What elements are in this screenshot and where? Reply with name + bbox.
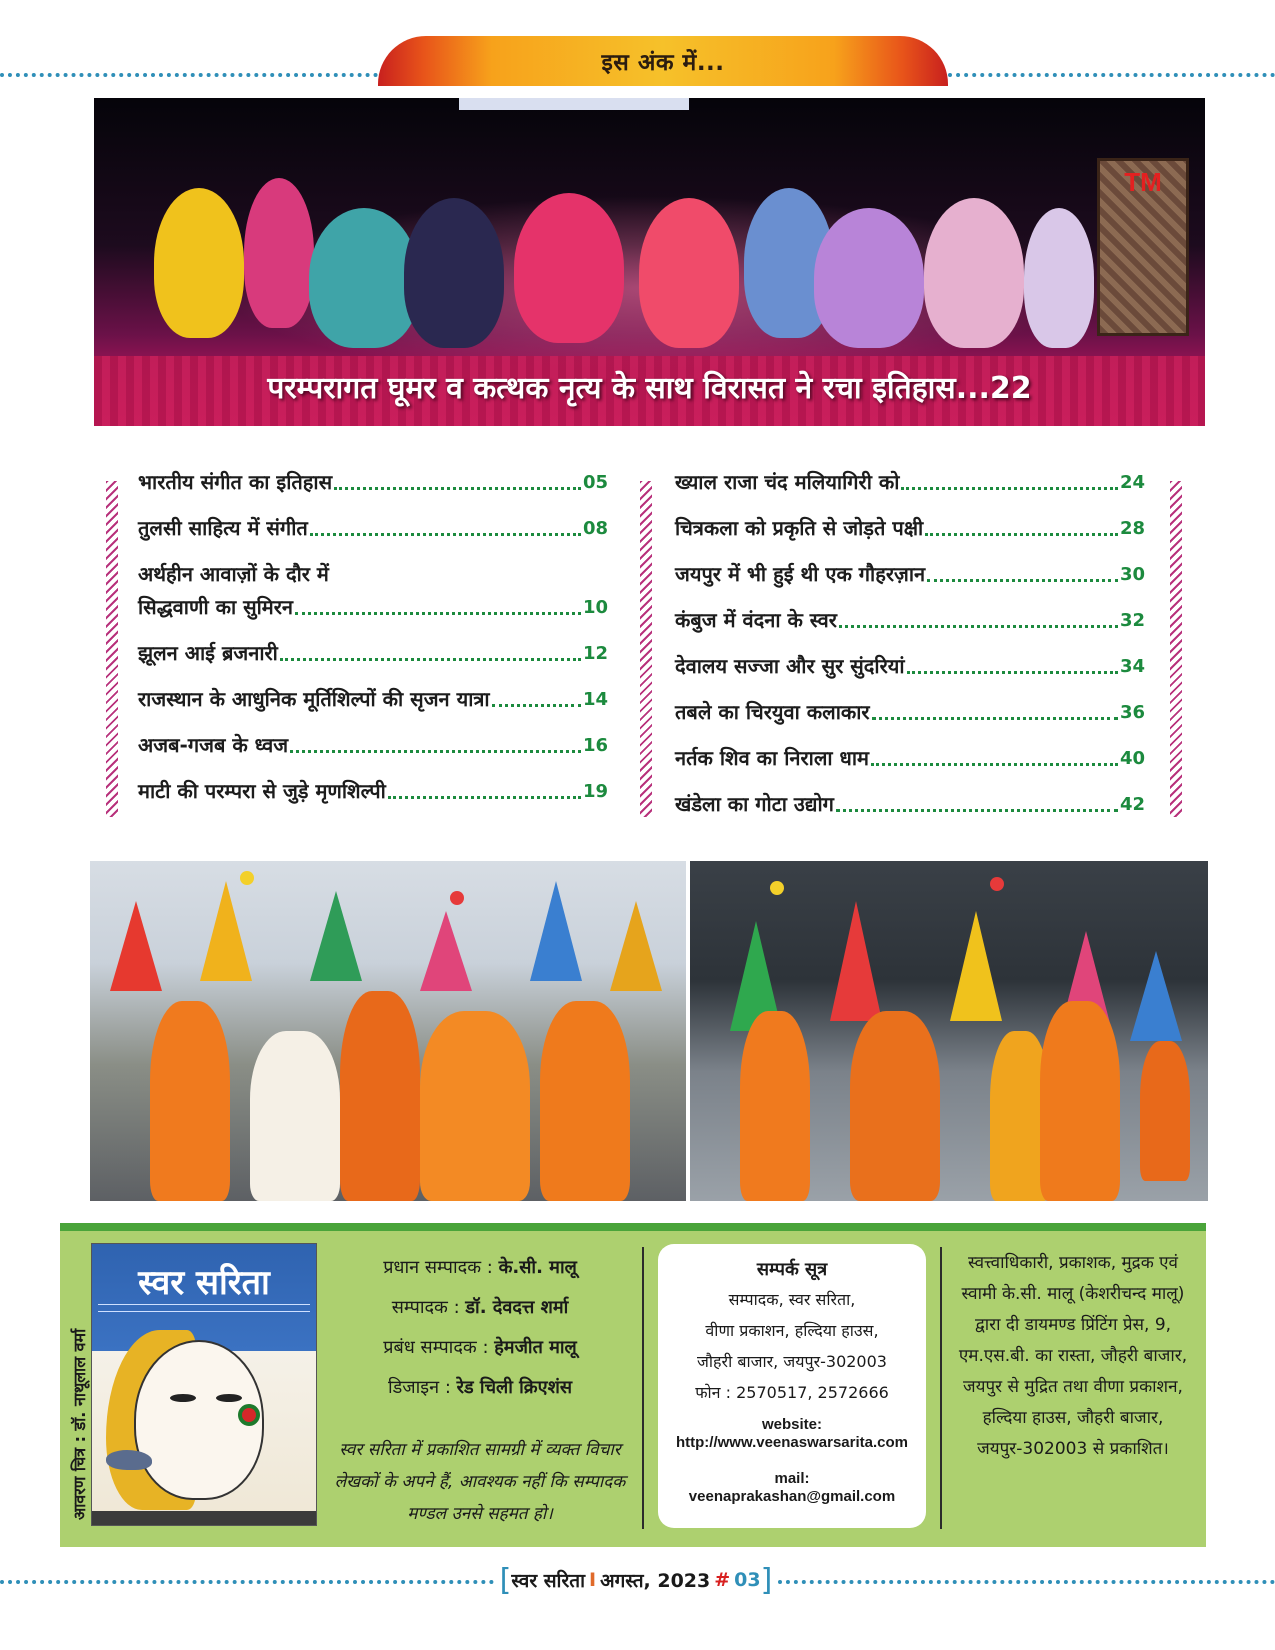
contents-item-title: भारतीय संगीत का इतिहास (138, 470, 333, 494)
pilgrims-photo-right (690, 861, 1208, 1201)
contents-item-page: 36 (1119, 702, 1145, 723)
contents-item-title: माटी की परम्परा से जुड़े मृणशिल्पी (138, 779, 386, 803)
kanwar-decoration (610, 901, 662, 991)
disclaimer-text: स्वर सरिता में प्रकाशित सामग्री में व्यक्त विचार लेखकों के अपने हैं, आवश्यक नहीं कि सम्पादक मण्डल उनसे सहमत हो। (334, 1440, 626, 1524)
contents-item-title: कंबुज में वंदना के स्वर (675, 608, 837, 632)
pilgrim (420, 1011, 530, 1201)
header-dotted-rule-right (948, 73, 1275, 77)
hero-caption: परम्परागत घूमर व कत्थक नृत्य के साथ विरासत ने रचा इतिहास...22 (267, 371, 1032, 406)
kanwar-decoration (830, 901, 882, 1021)
contents-item[interactable] (138, 637, 608, 670)
kanwar-decoration (310, 891, 362, 981)
editor-label: सम्पादक : (391, 1297, 460, 1318)
cover-artist-credit: आवरण चित्र : डॉ. नाथूलाल वर्मा (70, 1328, 89, 1520)
flower (240, 871, 254, 885)
contents-item-title: अर्थहीन आवाज़ों के दौर में (138, 562, 329, 586)
contents-item-title: तुलसी साहित्य में संगीत (138, 516, 308, 540)
dot-leader (388, 796, 581, 799)
chief-editor-name: के.सी. मालू (498, 1257, 577, 1278)
contents-item-title: झूलन आई ब्रजनारी (138, 641, 278, 665)
pilgrim (1040, 1001, 1120, 1201)
dancer (154, 188, 244, 338)
pilgrim (250, 1031, 340, 1201)
pilgrim (540, 1001, 630, 1201)
dot-leader (492, 704, 581, 707)
pilgrim (340, 991, 420, 1201)
contents-item[interactable] (138, 558, 608, 624)
tm-sign (1097, 158, 1189, 336)
column-divider (940, 1247, 942, 1529)
header-dotted-rule-left (0, 73, 378, 77)
contact-line: जौहरी बाजार, जयपुर-302003 (697, 1352, 887, 1371)
contents-item-page: 30 (1119, 564, 1145, 585)
cover-eye (216, 1394, 242, 1402)
contents-item[interactable] (138, 466, 608, 499)
contents-item[interactable] (675, 742, 1145, 775)
contents-item-page: 28 (1119, 518, 1145, 539)
footer-page-number: 03 (734, 1569, 761, 1591)
decorative-hatch-left (106, 481, 118, 817)
contents-item[interactable] (675, 696, 1145, 729)
pilgrim (850, 1011, 940, 1201)
footer-separator: I (589, 1569, 597, 1591)
dot-leader (334, 487, 581, 490)
contact-phone: फोन : 2570517, 2572666 (695, 1383, 889, 1402)
cover-earring (238, 1404, 260, 1426)
dot-leader (836, 809, 1118, 812)
cover-meta-line (98, 1304, 310, 1312)
contents-column-right (675, 466, 1145, 821)
pilgrim (1140, 1041, 1190, 1181)
contents-item-page: 42 (1119, 794, 1145, 815)
contents-item-page: 12 (582, 643, 608, 664)
pilgrims-photo-left (90, 861, 686, 1201)
contents-item[interactable] (138, 729, 608, 762)
contents-item-page: 19 (582, 781, 608, 802)
cover-bird (106, 1450, 152, 1470)
contents-item-title: जयपुर में भी हुई थी एक गौहरज़ान (675, 562, 926, 586)
decorative-hatch-right (1170, 481, 1182, 817)
dancer (814, 208, 924, 348)
contents-item[interactable] (138, 775, 608, 808)
website-label: website: (761, 1416, 822, 1433)
contents-item-title: चित्रकला को प्रकृति से जोड़ते पक्षी (675, 516, 924, 540)
dot-leader (907, 671, 1118, 674)
contact-heading: सम्पर्क सूत्र (756, 1259, 828, 1280)
contents-item-title: अजब-गजब के ध्वज (138, 733, 289, 757)
contents-item-title-line2: सिद्धवाणी का सुमिरन (138, 595, 294, 619)
design-name: रेड चिली क्रिएशंस (456, 1377, 572, 1398)
dot-leader (927, 579, 1118, 582)
managing-editor-line (330, 1328, 630, 1368)
contents-item[interactable] (675, 466, 1145, 499)
footer-dotted-rule-left (0, 1580, 494, 1584)
dancer (639, 198, 739, 348)
hero-dance-photo (94, 98, 1205, 426)
contents-item[interactable] (675, 650, 1145, 683)
contents-item[interactable] (675, 512, 1145, 545)
tm-sign-text: TM (1124, 167, 1162, 197)
contact-line: सम्पादक, स्वर सरिता, (728, 1290, 856, 1309)
dot-leader (871, 763, 1118, 766)
editor-line (330, 1288, 630, 1328)
dot-leader (295, 612, 581, 615)
contents-item[interactable] (675, 604, 1145, 637)
decorative-hatch-middle (640, 481, 652, 817)
flower (450, 891, 464, 905)
contents-item-title: तबले का चिरयुवा कलाकार (675, 700, 870, 724)
dot-leader (872, 717, 1118, 720)
pilgrim (150, 1001, 230, 1201)
cover-thumbnail (91, 1243, 317, 1526)
section-title: इस अंक में... (601, 50, 725, 76)
contents-column-left (138, 466, 608, 808)
dancer (514, 193, 624, 343)
dot-leader (901, 487, 1118, 490)
contents-item[interactable] (675, 558, 1145, 591)
mail-label: mail: (774, 1470, 810, 1487)
cover-bottom-strip (92, 1511, 316, 1525)
contents-item-title: राजस्थान के आधुनिक मूर्तिशिल्पों की सृजन यात्रा (138, 687, 490, 711)
contents-item-page: 40 (1119, 748, 1145, 769)
dot-leader (839, 625, 1118, 628)
dot-leader (925, 533, 1118, 536)
kanwar-decoration (200, 881, 252, 981)
contents-item-page: 34 (1119, 656, 1145, 677)
flower (990, 877, 1004, 891)
contact-box (658, 1244, 926, 1528)
footer-dotted-rule-right (778, 1580, 1275, 1584)
dancer (309, 208, 419, 348)
dancer (1024, 208, 1094, 348)
kanwar-decoration (420, 911, 472, 991)
footer-magazine: स्वर सरिता (511, 1570, 586, 1592)
design-line (330, 1368, 630, 1408)
contents-item-page: 16 (582, 735, 608, 756)
kanwar-decoration (110, 901, 162, 991)
page-footer (494, 1563, 778, 1597)
cover-eye (170, 1394, 196, 1402)
contents-item-page: 32 (1119, 610, 1145, 631)
section-header-tab (378, 36, 948, 86)
footer-issue: अगस्त, 2023 (600, 1570, 711, 1592)
mail-link[interactable]: veenaprakashan@gmail.com (688, 1488, 896, 1505)
contents-item-page: 08 (582, 518, 608, 539)
publisher-statement: स्वत्त्वाधिकारी, प्रकाशक, मुद्रक एवं स्वामी के.सी. मालू (केशरीचन्द मालू) द्वारा दी डायमण्ड प्रिंटिंग प्रेस, 9, एम.एस.बी. का रास्ता, जौहरी बाजार, जयपुर से मुद्रित तथा वीणा प्रकाशन, हल्दिया हाउस, जौहरी बाजार, जयपुर-302003 से प्रकाशित। (958, 1253, 1188, 1459)
contents-item-title: नर्तक शिव का निराला धाम (675, 746, 869, 770)
contents-item-page: 10 (582, 597, 608, 618)
contents-item[interactable] (138, 683, 608, 716)
chief-editor-line (330, 1248, 630, 1288)
flower (770, 881, 784, 895)
kanwar-decoration (530, 881, 582, 981)
footer-bracket-right: ] (760, 1562, 773, 1598)
managing-editor-name: हेमजीत मालू (494, 1337, 577, 1358)
managing-editor-label: प्रबंध सम्पादक : (383, 1337, 489, 1358)
dot-leader (290, 750, 581, 753)
contents-item[interactable] (675, 788, 1145, 821)
dancer (404, 198, 504, 348)
chief-editor-label: प्रधान सम्पादक : (383, 1257, 493, 1278)
website-link[interactable]: http://www.veenaswarsarita.com (675, 1434, 909, 1451)
contents-item-page: 14 (582, 689, 608, 710)
footer-hash: # (714, 1569, 731, 1591)
dot-leader (310, 533, 581, 536)
pilgrim (740, 1011, 810, 1201)
design-label: डिजाइन : (387, 1377, 451, 1398)
kanwar-decoration (1130, 951, 1182, 1041)
footer-bracket-left: [ (499, 1562, 512, 1598)
contents-item-title: खंडेला का गोटा उद्योग (675, 792, 834, 816)
contents-item[interactable] (138, 512, 608, 545)
kanwar-decoration (950, 911, 1002, 1021)
contact-line: वीणा प्रकाशन, हल्दिया हाउस, (705, 1321, 879, 1340)
dancer (924, 198, 1024, 348)
editor-name: डॉ. देवदत्त शर्मा (465, 1297, 569, 1318)
contents-item-title: देवालय सज्जा और सुर सुंदरियां (675, 654, 905, 678)
stage-light (459, 98, 689, 110)
cover-masthead: स्वर सरिता (138, 1263, 270, 1303)
editorial-credits (330, 1248, 630, 1408)
dot-leader (280, 658, 581, 661)
contents-item-page: 24 (1119, 472, 1145, 493)
dancer (244, 178, 314, 328)
column-divider (642, 1247, 644, 1529)
contents-item-page: 05 (582, 472, 608, 493)
contents-item-title: ख्याल राजा चंद मलियागिरी को (675, 470, 900, 494)
dancers-group (94, 168, 1205, 368)
